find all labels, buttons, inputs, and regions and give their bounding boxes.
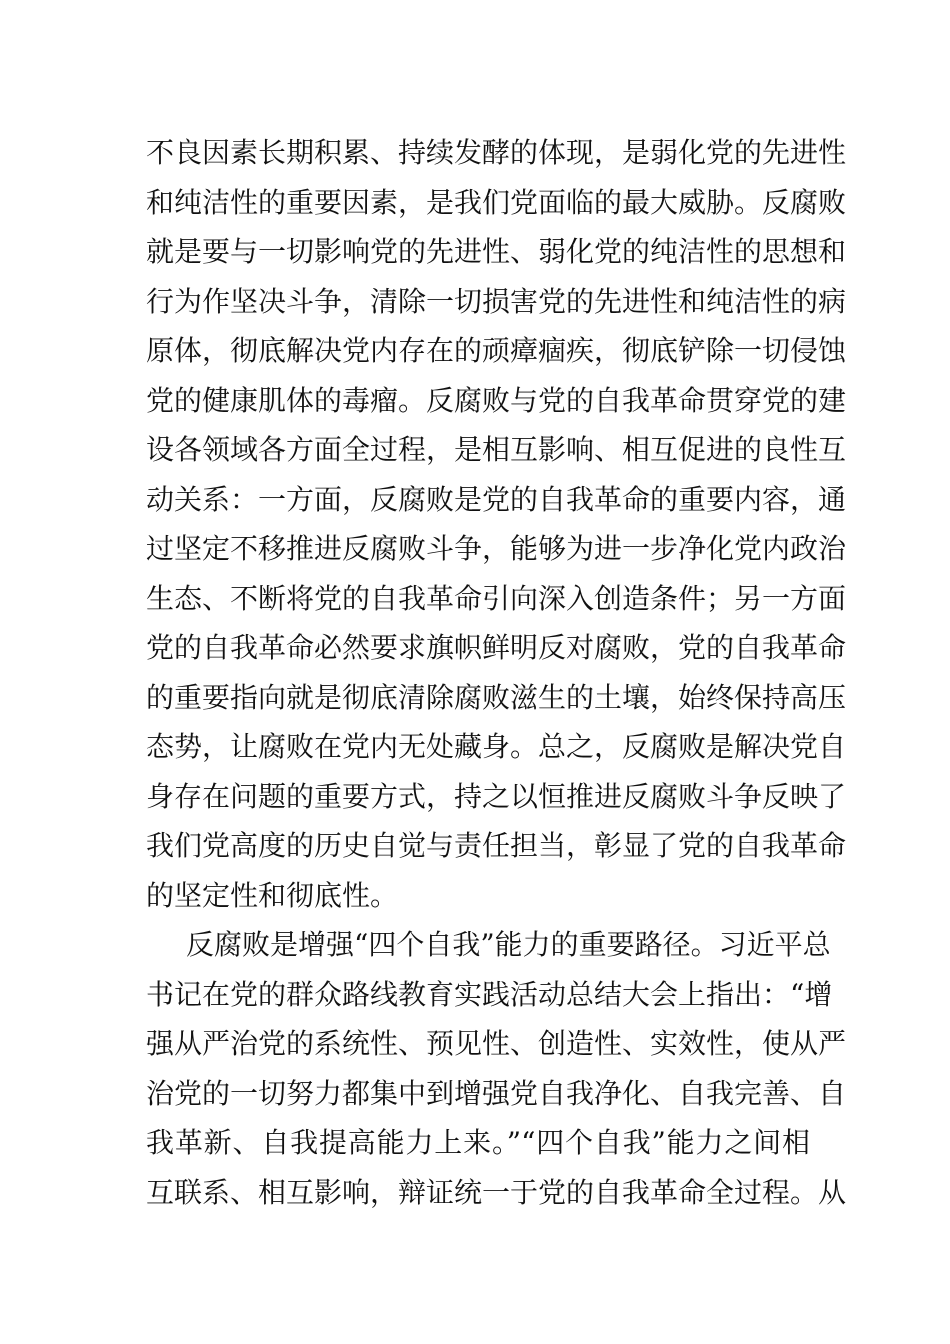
paragraph-line: 治党的一切努力都集中到增强党自我净化、自我完善、自 [146,1076,847,1110]
document-body [146,128,847,1217]
paragraph-line: 我们党高度的历史自觉与责任担当，彰显了党的自我革命 [146,829,847,862]
paragraph-line: 态势，让腐败在党内无处藏身。总之，反腐败是解决党自 [146,730,847,763]
paragraph-line: 动关系：一方面，反腐败是党的自我革命的重要内容，通 [146,482,847,516]
paragraph-line: 党的健康肌体的毒瘤。反腐败与党的自我革命贯穿党的建 [146,383,847,417]
paragraph-line: 反腐败是增强“四个自我”能力的重要路径。习近平总 [186,928,831,961]
paragraph-line: 强从严治党的系统性、预见性、创造性、实效性，使从严 [146,1027,847,1060]
paragraph-line: 过坚定不移推进反腐败斗争，能够为进一步净化党内政治 [146,532,847,565]
paragraph-line: 书记在党的群众路线教育实践活动总结大会上指出：“增 [146,977,833,1011]
paragraph-line: 党的自我革命必然要求旗帜鲜明反对腐败，党的自我革命 [146,631,847,664]
paragraph-1 [146,128,847,920]
paragraph-line: 原体，彻底解决党内存在的顽瘴痼疾，彻底铲除一切侵蚀 [146,334,847,367]
paragraph-line: 设各领域各方面全过程，是相互影响、相互促进的良性互 [146,433,847,466]
paragraph-line: 和纯洁性的重要因素，是我们党面临的最大威胁。反腐败 [146,185,847,219]
paragraph-line: 不良因素长期积累、持续发酵的体现，是弱化党的先进性 [146,136,847,169]
paragraph-line: 的重要指向就是彻底清除腐败滋生的土壤，始终保持高压 [146,680,847,714]
paragraph-line: 身存在问题的重要方式，持之以恒推进反腐败斗争反映了 [146,779,847,813]
paragraph-line: 就是要与一切影响党的先进性、弱化党的纯洁性的思想和 [146,235,847,268]
paragraph-line: 我革新、自我提高能力上来。”“四个自我”能力之间相 [146,1126,810,1159]
paragraph-line: 互联系、相互影响，辩证统一于党的自我革命全过程。从 [146,1175,847,1209]
paragraph-line: 行为作坚决斗争，清除一切损害党的先进性和纯洁性的病 [146,284,847,318]
paragraph-2 [146,920,847,1217]
paragraph-line: 生态、不断将党的自我革命引向深入创造条件；另一方面 [146,581,847,615]
paragraph-line: 的坚定性和彻底性。 [146,878,399,912]
